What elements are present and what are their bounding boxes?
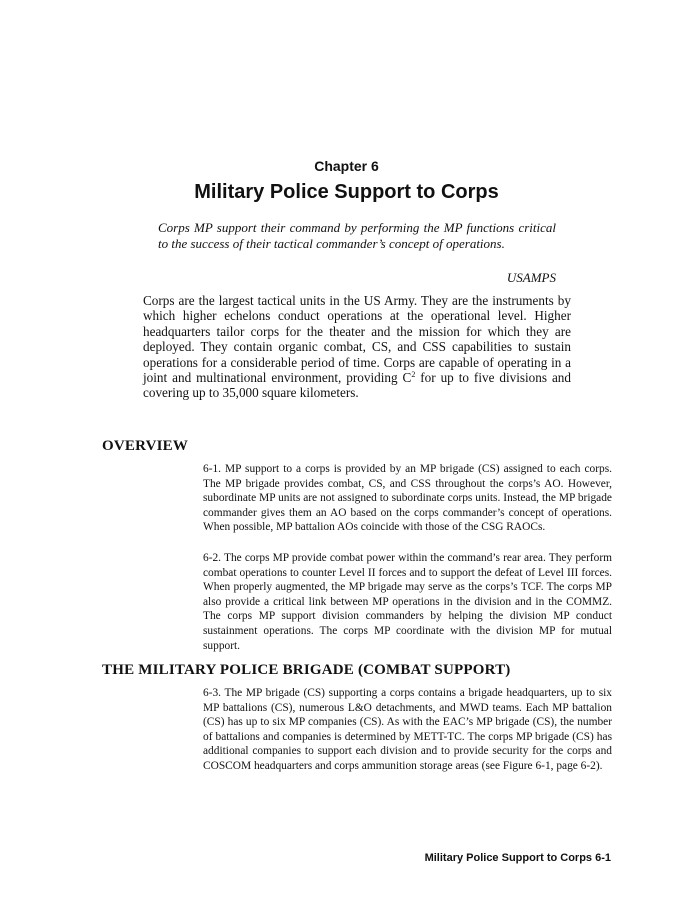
chapter-label: Chapter 6: [314, 158, 379, 174]
paragraph-6-1: 6-1. MP support to a corps is provided by an MP brigade (CS) assigned to each corps. The MP brigade provides combat, CS, and CSS throughout the corps’s AO. However, subordinate MP units are not assigned to subordinate corps units. Instead, the MP brigade commander gives them an AO based on the corps commander’s concept of operations. When possible, MP battalion AOs coincide with those of the CSG RAOCs.: [203, 463, 612, 534]
paragraph-6-3: 6-3. The MP brigade (CS) supporting a corps contains a brigade headquarters, up to six MP battalions (CS), numerous L&O detachments, and MWD teams. Each MP battalion (CS) has up to six MP companies (CS). As with the EAC’s MP brigade (CS), the number of battalions and companies is determined by METT-TC. The corps MP brigade (CS) has additional companies to support each division and to provide security for the corps and COSCOM headquarters and corps ammunition storage areas (see Figure 6-1, page 6-2).: [203, 687, 612, 772]
overview-heading: OVERVIEW: [102, 438, 189, 454]
epigraph-quote: Corps MP support their command by performing the MP functions critical to the success of their tactical commander’s concept of operations.: [158, 220, 556, 251]
brigade-heading: THE MILITARY POLICE BRIGADE (COMBAT SUPPORT): [102, 662, 511, 678]
paragraph-6-2: 6-2. The corps MP provide combat power within the command’s rear area. They perform combat operations to counter Level II forces and to support the defeat of Level III forces. When properly augmented, the MP brigade may serve as the corps’s TCF. The corps MP also provide a critical link between MP operations in the division and in the COMMZ. The corps MP support division commanders by helping the division MP conduct sustainment operations. The corps MP coordinate with the division MP for mutual support.: [203, 552, 612, 652]
intro-paragraph: [143, 293, 571, 401]
intro-superscript: 2: [411, 370, 416, 380]
epigraph-attribution: USAMPS: [506, 270, 556, 285]
intro-text-part1: Corps are the largest tactical units in the US Army. They are the instruments by which higher echelons conduct operations at the operational level. Higher headquarters tailor corps for the theater and the mission for which they are deployed. They contain organic combat, CS, and CSS capabilities to sustain operations for a considerable period of time. Corps are capable of operating in a joint and multinational environment, providing C: [143, 293, 571, 386]
intro-text-part2: for up to five divisions and covering up to 35,000 square kilometers.: [143, 370, 571, 401]
chapter-title: Military Police Support to Corps: [194, 181, 499, 203]
page-footer: Military Police Support to Corps 6-1: [424, 852, 611, 864]
